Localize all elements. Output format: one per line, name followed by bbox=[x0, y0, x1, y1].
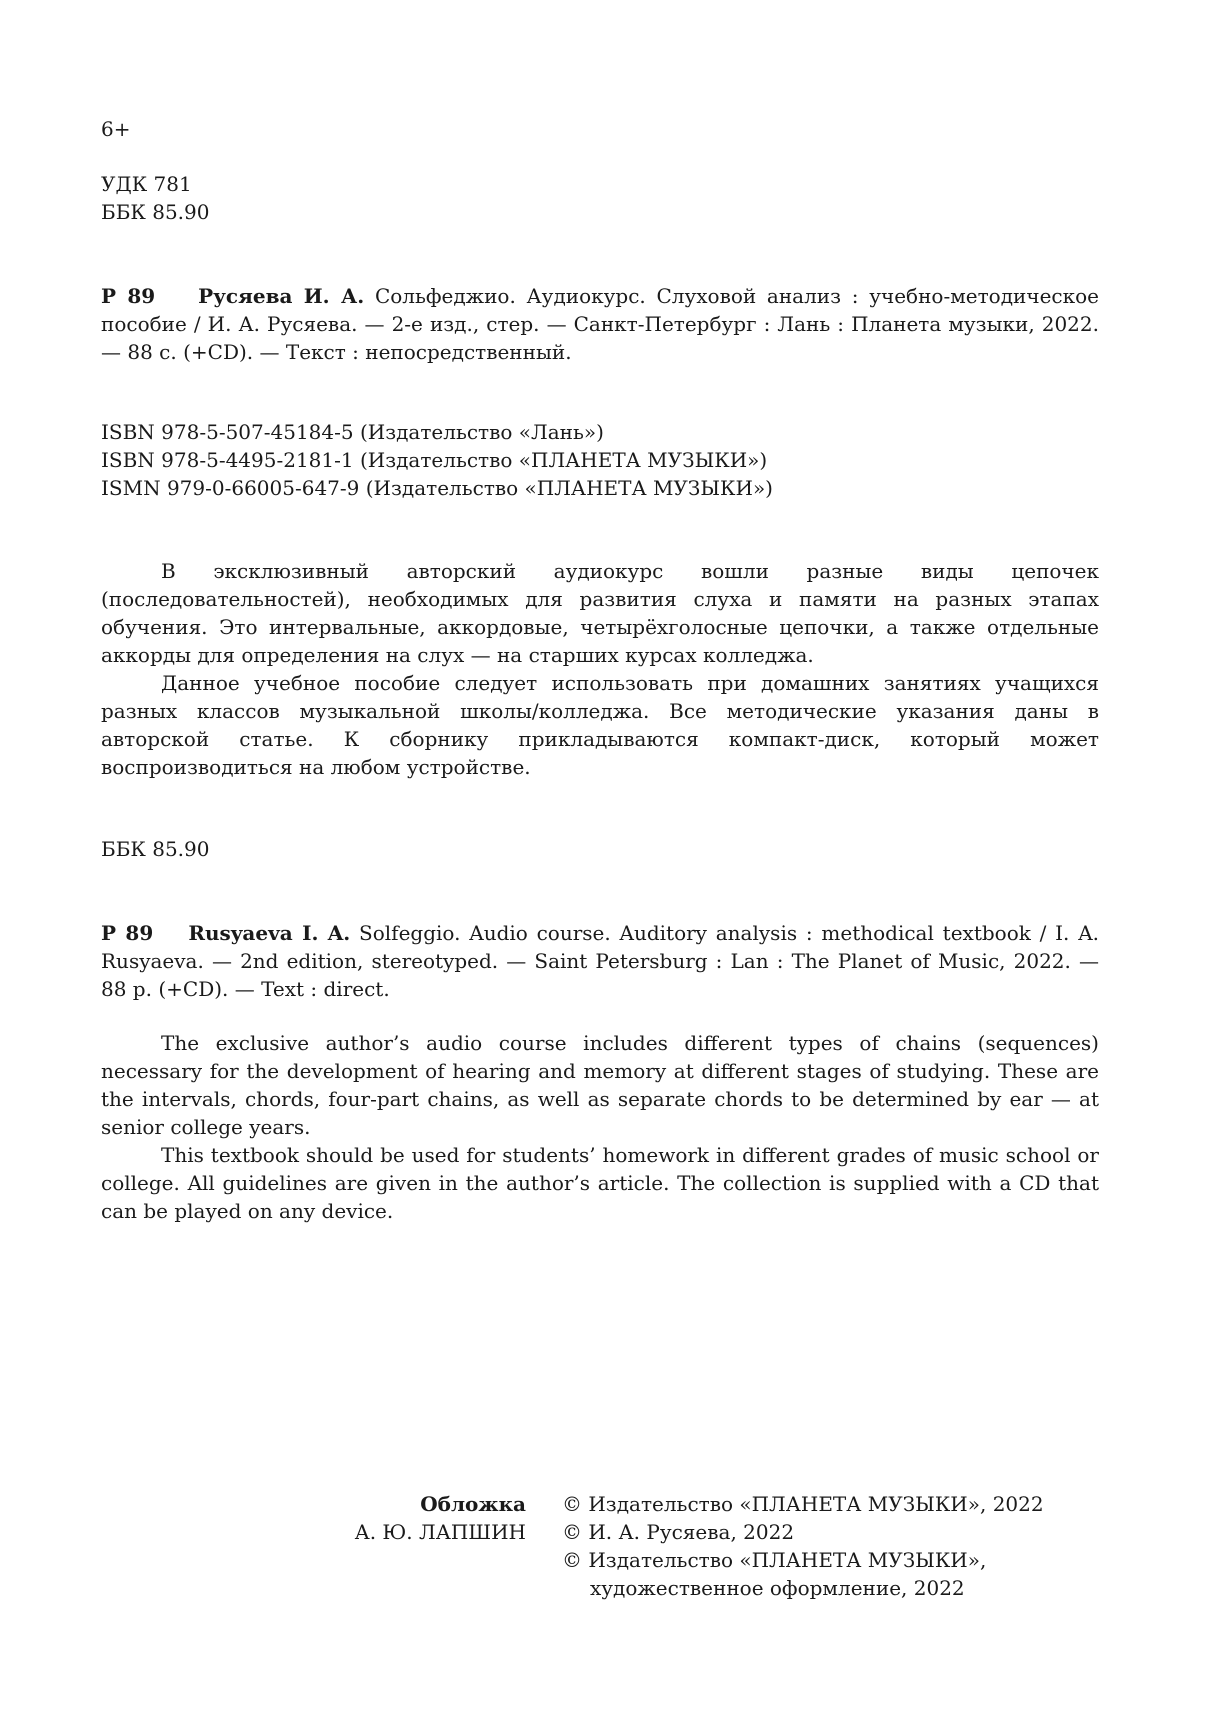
en-abstract bbox=[101, 1029, 1099, 1225]
identifier-list bbox=[101, 418, 1099, 502]
udk-code: УДК 781 bbox=[101, 172, 192, 196]
ru-entry-paragraph bbox=[101, 282, 1099, 366]
cover-credit bbox=[280, 1490, 526, 1546]
cover-credit-name: А. Ю. ЛАПШИН bbox=[354, 1520, 526, 1544]
ru-abstract bbox=[101, 557, 1099, 781]
en-entry-code: Р 89 bbox=[101, 921, 154, 945]
age-rating-text: 6+ bbox=[101, 117, 131, 141]
copyright-design-cont: художественное оформление, 2022 bbox=[590, 1576, 965, 1600]
en-abstract-paragraph-2: This textbook should be used for students’ homework in different grades of music school or college. All guidelines are given in the author’s article. The collection is supplied with a CD that can be played on any device. bbox=[101, 1143, 1099, 1223]
en-abstract-paragraph-1: The exclusive author’s audio course includes different types of chains (sequences) necessary for the development of hearing and memory at different stages of studying. These are the intervals, chords, four-part chains, as well as separate chords to be determined by ear — at senior college years. bbox=[101, 1031, 1099, 1139]
en-entry-text: Solfeggio. Audio course. Auditory analysis : methodical textbook / I. A. Rusyaeva. — 2nd edition, stereotyped. — Saint Petersburg : Lan : The Planet of Music, 2022. — 88 p. (+CD). — Text : direct. bbox=[101, 921, 1099, 1001]
isbn-planeta: ISBN 978-5-4495-2181-1 (Издательство «ПЛАНЕТА МУЗЫКИ») bbox=[101, 448, 768, 472]
ru-entry-author: Русяева И. А. bbox=[198, 284, 365, 308]
en-bibliographic-entry bbox=[101, 919, 1099, 1003]
copyright-block bbox=[562, 1490, 1102, 1602]
classification-codes bbox=[101, 170, 1099, 226]
en-entry-author: Rusyaeva I. A. bbox=[188, 921, 351, 945]
cover-credit-label: Обложка bbox=[420, 1492, 526, 1516]
isbn-lan: ISBN 978-5-507-45184-5 (Издательство «Лань») bbox=[101, 420, 604, 444]
copyright-publisher: © Издательство «ПЛАНЕТА МУЗЫКИ», 2022 bbox=[562, 1492, 1044, 1516]
ru-entry-code: Р 89 bbox=[101, 284, 156, 308]
ru-bibliographic-entry bbox=[101, 282, 1099, 366]
ru-entry-text: Сольфеджио. Аудиокурс. Слуховой анализ : учебно-методическое пособие / И. А. Русяева. — 2-е изд., стер. — Санкт-Петербург : Лань : Планета музыки, 2022. — 88 с. (+CD). — Текст : непосредственный. bbox=[101, 284, 1099, 364]
ru-abstract-paragraph-1: В эксклюзивный авторский аудиокурс вошли разные виды цепочек (последовательностей), необходимых для развития слуха и памяти на разных этапах обучения. Это интервальные, аккордовые, четырёхголосные цепочки, а также отдельные аккорды для определения на слух — на старших курсах колледжа. bbox=[101, 559, 1099, 667]
bbk-repeat-text: ББК 85.90 bbox=[101, 837, 210, 861]
copyright-design: © Издательство «ПЛАНЕТА МУЗЫКИ», bbox=[562, 1548, 987, 1572]
bbk-code: ББК 85.90 bbox=[101, 200, 210, 224]
age-rating bbox=[101, 115, 1099, 143]
copyright-author: © И. А. Русяева, 2022 bbox=[562, 1520, 795, 1544]
ismn-planeta: ISMN 979-0-66005-647-9 (Издательство «ПЛАНЕТА МУЗЫКИ») bbox=[101, 476, 773, 500]
en-entry-paragraph bbox=[101, 919, 1099, 1003]
ru-abstract-paragraph-2: Данное учебное пособие следует использовать при домашних занятиях учащихся разных классов музыкальной школы/колледжа. Все методические указания даны в авторской статье. К сборнику прикладываются компакт-диск, который может воспроизводиться на любом устройстве. bbox=[101, 671, 1099, 779]
bbk-repeat bbox=[101, 835, 1099, 863]
